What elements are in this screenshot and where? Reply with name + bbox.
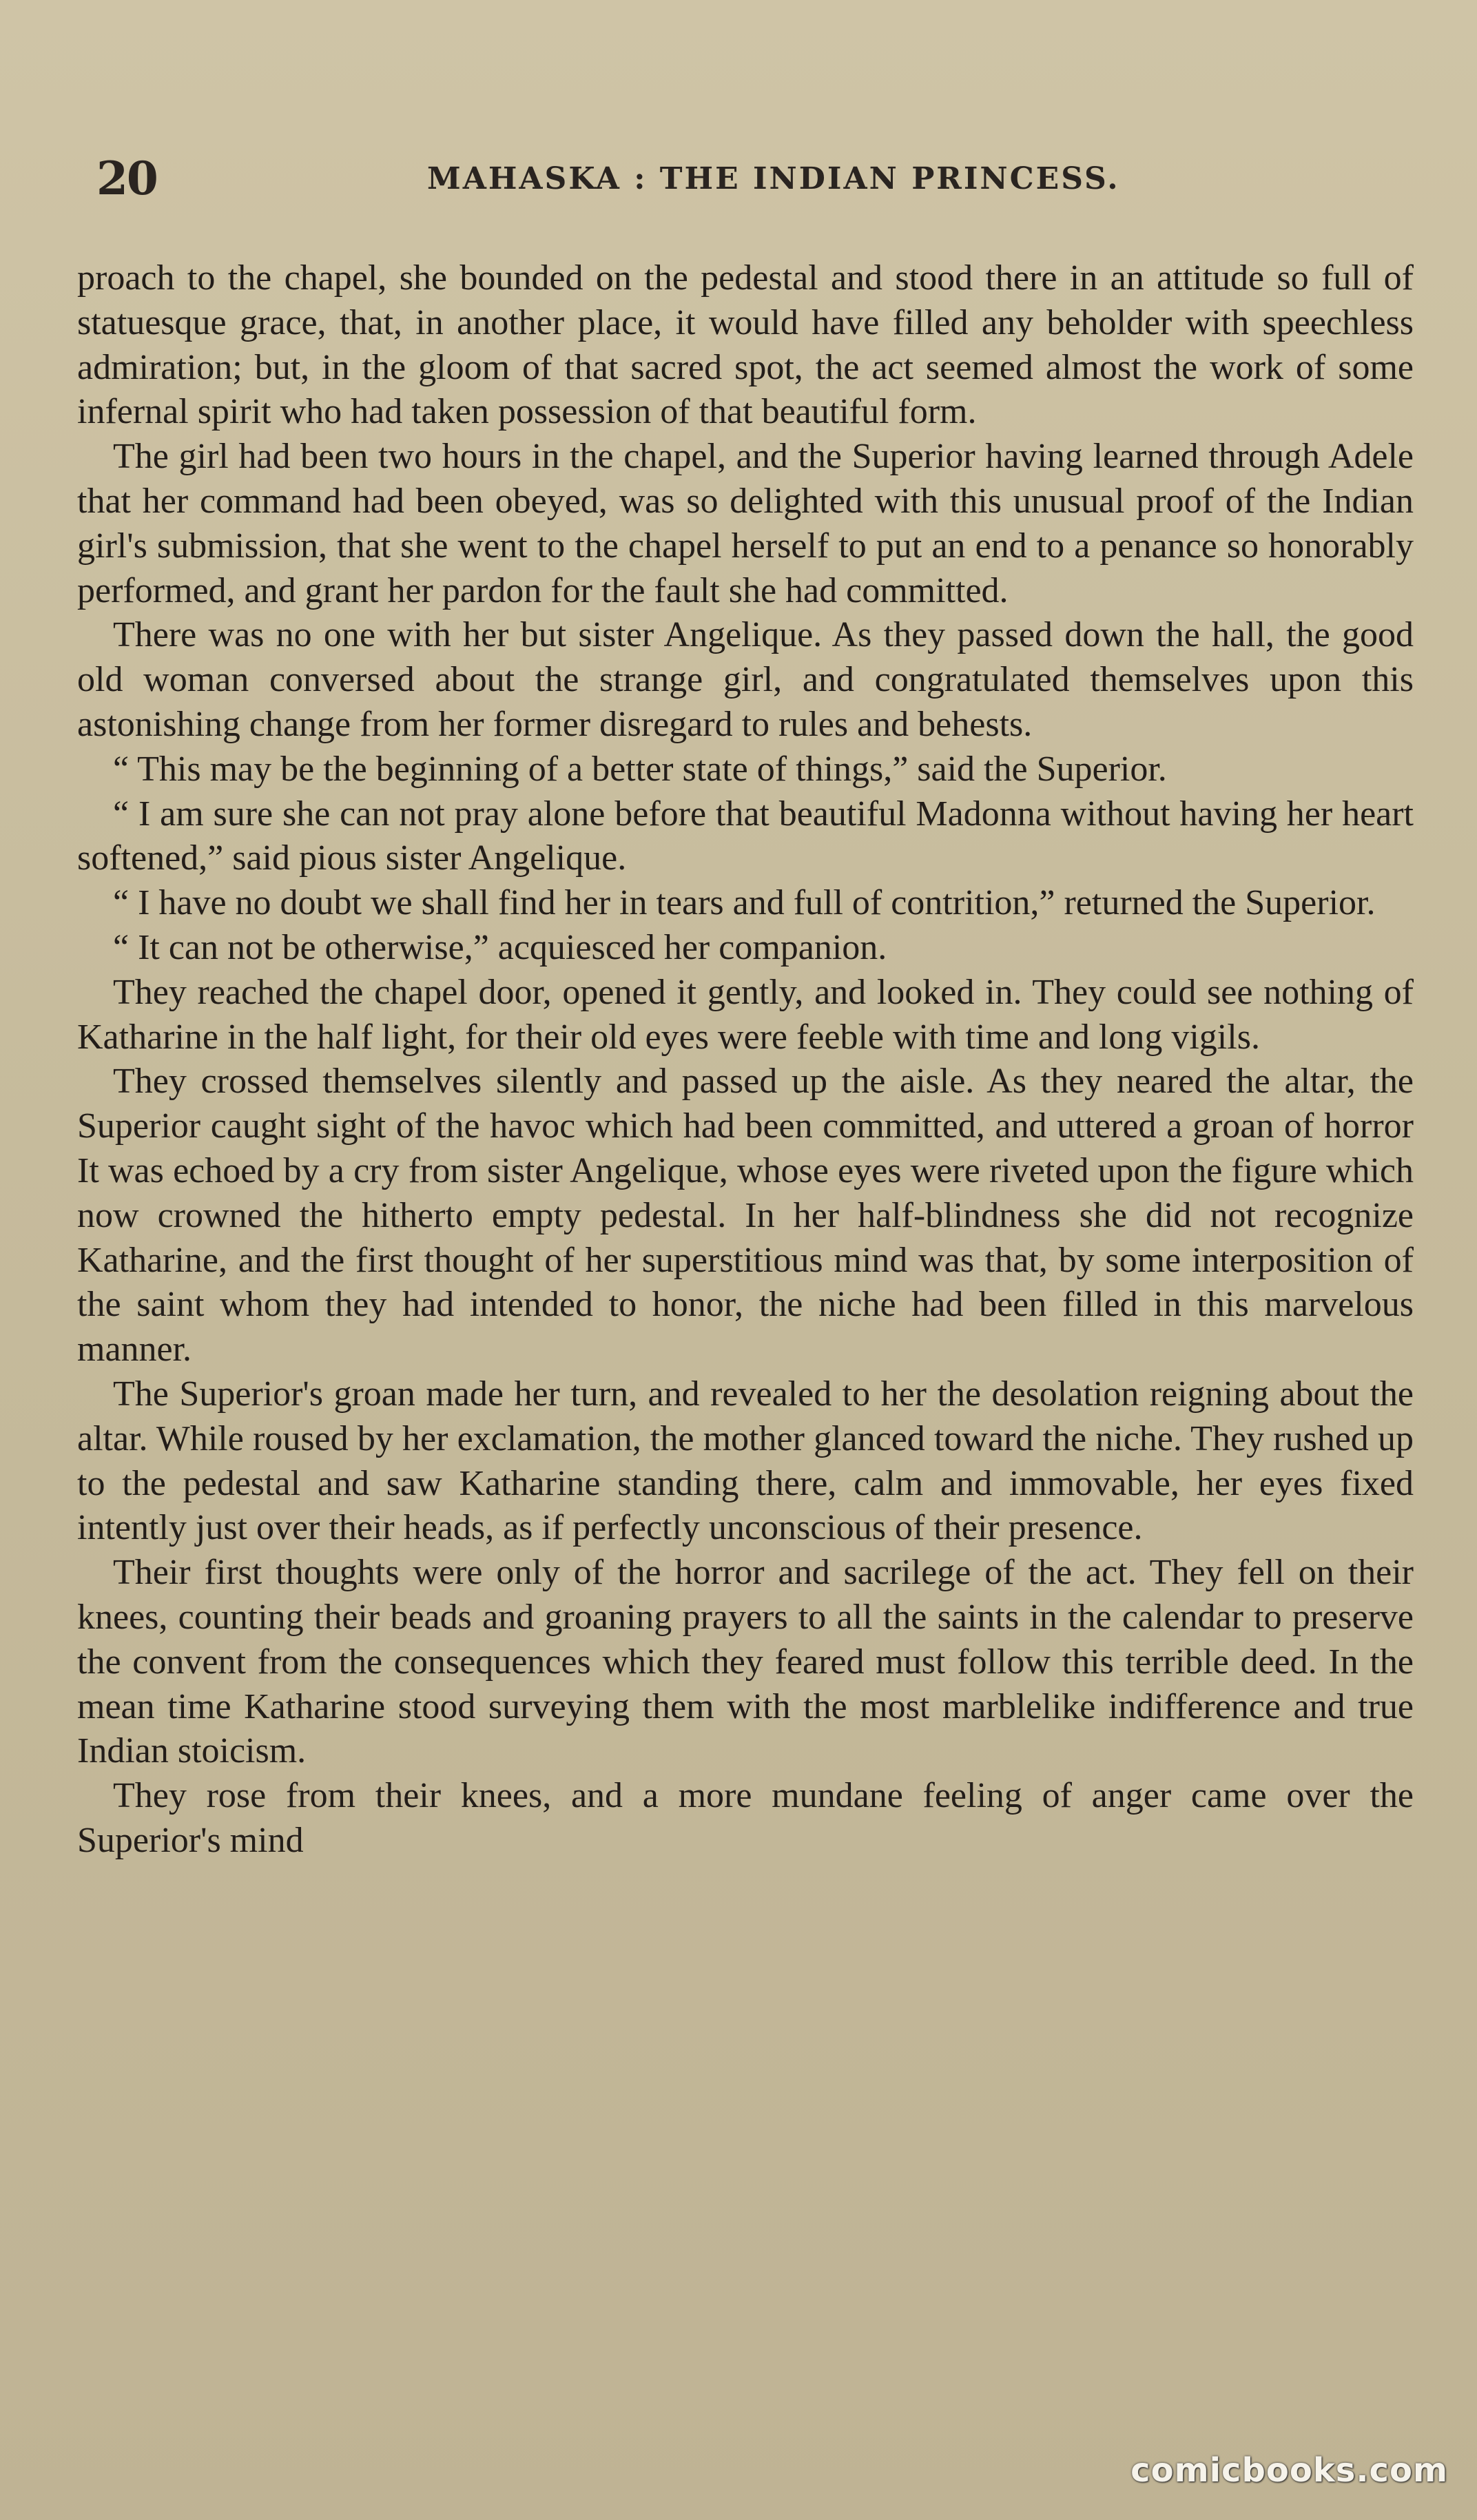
paragraph: There was no one with her but sister Angelique. As they passed down the hall, the good old woman conversed about the strange girl, and congratulated themselves upon this astonishing change from her former disregard to rules and behests. [77, 615, 1414, 744]
paragraph: “ I am sure she can not pray alone before that beautiful Madonna without having her heart softened,” said pious sister Angelique. [77, 794, 1414, 878]
paragraph: “ This may be the beginning of a better state of things,” said the Superior. [113, 749, 1167, 789]
page-header [96, 152, 1405, 207]
paragraph: They crossed themselves silently and passed up the aisle. As they neared the altar, the Superior caught sight of the havoc which had been committed, and uttered a groan of horror It was echoed by a cry from sister Angelique, whose eyes were riveted upon the figure which now crowned the hitherto empty pedestal. In her half-blindness she did not recognize Katharine, and the first thought of her superstitious mind was that, by some interposition of the saint whom they had intended to honor, the niche had been filled in this marvelous manner. [77, 1062, 1414, 1370]
paragraph: The Superior's groan made her turn, and revealed to her the desolation reigning about the altar. While roused by her exclamation, the mother glanced toward the niche. They rushed up to the pedestal and saw Katharine standing there, calm and immovable, her eyes fixed intently just over their heads, as if perfectly unconscious of their presence. [77, 1374, 1414, 1548]
paragraph: The girl had been two hours in the chapel, and the Superior having learned through Adele that her command had been obeyed, was so delighted with this unusual proof of the Indian girl's submission, that she went to the chapel herself to put an end to a penance so honorably performed, and grant her pardon for the fault she had committed. [77, 437, 1414, 610]
running-head: MAHASKA : THE INDIAN PRINCESS. [427, 161, 1120, 196]
paragraph: They reached the chapel door, opened it gently, and looked in. They could see nothing of Katharine in the half light, for their old eyes were feeble with time and long vigils. [77, 972, 1414, 1057]
watermark: comicbooks.com [1130, 2451, 1448, 2490]
paragraph: They rose from their knees, and a more mundane feeling of anger came over the Superior's mind [77, 1776, 1414, 1860]
paragraph: “ I have no doubt we shall find her in tears and full of contrition,” returned the Superior. [113, 883, 1376, 923]
page-number: 20 [96, 152, 157, 205]
paragraph: Their first thoughts were only of the horror and sacrilege of the act. They fell on their knees, counting their beads and groaning prayers to all the saints in the calendar to preserve the convent from the consequences which they feared must follow this terrible deed. In the mean time Katharine stood surveying them with the most marblelike indifference and true Indian stoicism. [77, 1553, 1414, 1771]
paragraph: proach to the chapel, she bounded on the pedestal and stood there in an attitude so full of statuesque grace, that, in another place, it would have filled any beholder with speechless admiration; but, in the gloom of that sacred spot, the act seemed almost the work of some infernal spirit who had taken possession of that beautiful form. [77, 258, 1414, 432]
paragraph: “ It can not be otherwise,” acquiesced her companion. [113, 927, 887, 967]
body-text [77, 256, 1414, 1863]
